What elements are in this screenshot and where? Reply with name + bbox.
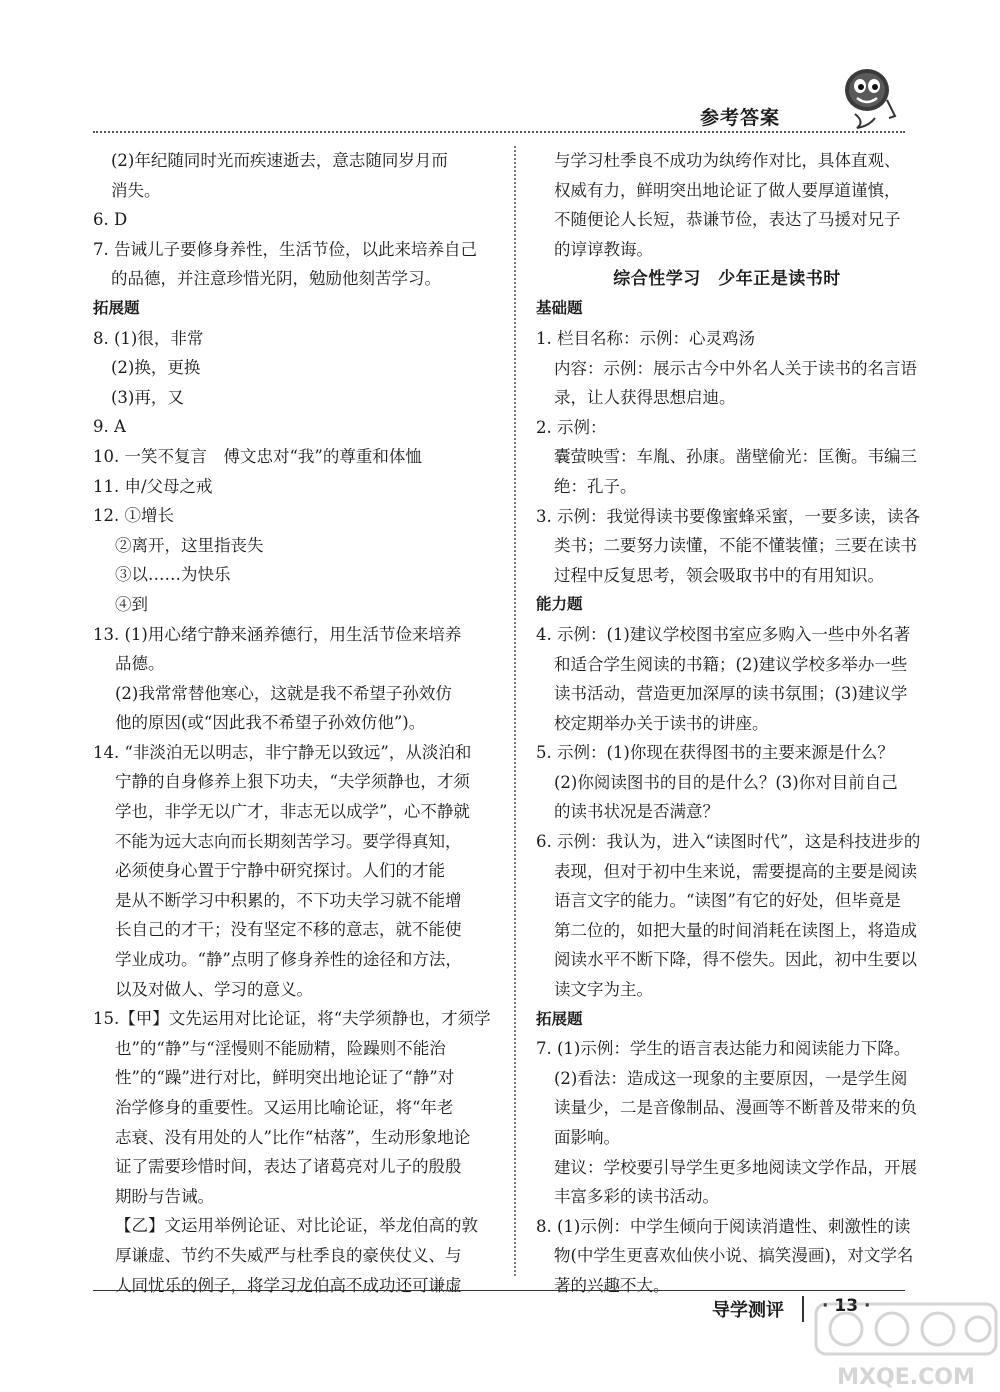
- footer-separator: [802, 1296, 804, 1322]
- answer-line: 2. 示例：: [536, 417, 607, 437]
- answer-line: 学也，非学无以广才，非志无以成学”，心不静就: [115, 802, 470, 822]
- answer-line: ③以……为快乐: [115, 565, 231, 585]
- answer-line: 【乙】文运用举例论证、对比论证，举龙伯高的敦: [115, 1216, 478, 1236]
- answer-line: 14. “非淡泊无以明志，非宁静无以致远”，从淡泊和: [93, 742, 472, 762]
- section-heading: 基础题: [536, 299, 583, 318]
- answer-line: (2)年纪随同时光而疾速逝去，意志随同岁月而: [111, 151, 448, 170]
- answer-line: 志衰、没有用处的人”比作“枯落”，生动形象地论: [115, 1127, 471, 1147]
- answer-line: 读文字为主。: [554, 980, 653, 1000]
- answer-line: 6. 示例：我认为，进入“读图时代”，这是科技进步的: [536, 832, 921, 852]
- answer-line: 厚谦虚、节约不失威严与杜季良的豪侠仗义、与: [115, 1245, 462, 1265]
- answer-line: 以及对做人、学习的意义。: [115, 979, 313, 999]
- answer-line: 治学修身的重要性。又运用比喻论证，将“年老: [115, 1098, 454, 1117]
- section-heading: 拓展题: [93, 298, 140, 317]
- answer-line: 12. ①增长: [93, 506, 174, 526]
- answer-line: 必须使身心置于宁静中研究探讨。人们的才能: [115, 861, 445, 881]
- answer-line: 类书；二要努力读懂，不能不懂装懂；三要在读书: [554, 536, 917, 556]
- left-column: [93, 146, 501, 1300]
- answer-line: 宁静的自身修养上狠下功夫，“夫学须静也，才须: [115, 772, 470, 792]
- answer-line: 第二位的，如把大量的时间消耗在读图上，将造成: [554, 920, 917, 940]
- header-title: 参考答案: [700, 107, 781, 129]
- right-column: [536, 146, 921, 1301]
- answer-line: 性”的“躁”进行对比，鲜明突出地论证了“静”对: [115, 1068, 455, 1088]
- answer-line: 期盼与告诫。: [115, 1186, 214, 1206]
- answer-line: 读量少，二是音像制品、漫画等不断普及带来的负: [554, 1098, 917, 1118]
- answer-line: 6. D: [93, 210, 128, 230]
- answer-line: 8. (1)很，非常: [93, 328, 204, 348]
- answer-line: 丰富多彩的读书活动。: [554, 1187, 719, 1207]
- section-title: 综合性学习 少年正是读书时: [613, 269, 841, 290]
- answer-line: 权威有力，鲜明突出地论证了做人要厚道谨慎，: [554, 180, 901, 200]
- footer-divider: [93, 1290, 905, 1291]
- answer-line: (2)你阅读图书的目的是什么？(3)你对目前自己: [554, 772, 898, 792]
- answer-line: 消失。: [111, 180, 161, 200]
- answer-line: 是从不断学习中积累的，不下功夫学习就不能增: [115, 890, 462, 910]
- column-divider: [514, 146, 516, 1276]
- answer-line: 的读书状况是否满意？: [554, 802, 719, 822]
- answer-line: (2)我常常替他寒心，这就是我不希望子孙效仿: [115, 683, 452, 703]
- answer-line: 和适合学生阅读的书籍；(2)建议学校多举办一些: [554, 654, 908, 674]
- answer-line: 9. A: [93, 417, 126, 437]
- answer-line: (2)看法：造成这一现象的主要原因，一是学生阅: [554, 1068, 908, 1088]
- answer-line: 11. 申/父母之戒: [93, 476, 213, 496]
- answer-line: 面影响。: [554, 1128, 620, 1147]
- answer-line: 表现，但对于初中生来说，需要提高的主要是阅读: [554, 861, 917, 881]
- answer-line: 语言文字的能力。“读图”有它的好处，但毕竟是: [554, 891, 901, 911]
- answer-line: 7. 告诫儿子要修身养性，生活节俭，以此来培养自己: [93, 239, 477, 259]
- answer-line: 5. 示例：(1)你现在获得图书的主要来源是什么？: [536, 743, 894, 763]
- answer-line: 7. (1)示例：学生的语言表达能力和阅读能力下降。: [536, 1039, 911, 1059]
- answer-line: 录，让人获得思想启迪。: [554, 388, 736, 408]
- answer-line: ②离开，这里指丧失: [115, 535, 264, 555]
- answer-line: 物(中学生更喜欢仙侠小说、搞笑漫画)，对文学名: [554, 1246, 914, 1266]
- answer-line: 内容：示例：展示古今中外名人关于读书的名言语: [554, 358, 917, 378]
- answer-line: (3)再，又: [111, 387, 184, 407]
- answer-line: 10. 一笑不复言 傅文忠对“我”的尊重和体恤: [93, 446, 422, 466]
- page-number: · 13 ·: [822, 1296, 871, 1316]
- answer-line: 囊萤映雪：车胤、孙康。凿壁偷光：匡衡。韦编三: [554, 447, 917, 467]
- answer-line: 证了需要珍惜时间，表达了诸葛亮对儿子的殷殷: [115, 1157, 462, 1177]
- answer-line: 阅读水平不断下降，得不偿失。因此，初中生要以: [554, 950, 917, 970]
- answer-line: 人同忧乐的例子，将学习龙伯高不成功还可谦虚: [115, 1275, 462, 1295]
- mascot-icon: [835, 60, 907, 132]
- section-heading: 能力题: [536, 595, 583, 614]
- answer-line: (2)换，更换: [111, 358, 201, 378]
- answer-line: 著的兴趣不大。: [554, 1275, 670, 1295]
- answer-line: 长自己的才干；没有坚定不移的意志，就不能使: [115, 920, 462, 940]
- answer-line: 读书活动，营造更加深厚的读书氛围；(3)建议学: [554, 684, 908, 704]
- answer-line: 不能为远大志向而长期刻苦学习。要学得真知，: [115, 831, 462, 851]
- watermark-text: MXQE.COM: [837, 1365, 975, 1390]
- answer-line: 他的原因(或“因此我不希望子孙效仿他”)。: [115, 713, 426, 733]
- answer-line: 校定期举办关于读书的讲座。: [554, 713, 769, 733]
- answer-line: 的品德，并注意珍惜光阴，勉励他刻苦学习。: [111, 269, 441, 289]
- answer-line: 与学习杜季良不成功为纨绔作对比，具体直观、: [554, 151, 901, 170]
- answer-line: 不随便论人长短，恭谦节俭，表达了马援对兄子: [554, 210, 901, 230]
- answer-line: 的谆谆教诲。: [554, 239, 653, 259]
- answer-line: 13. (1)用心绪宁静来涵养德行，用生活节俭来培养: [93, 624, 462, 644]
- answer-line: 品德。: [115, 654, 165, 674]
- answer-line: 4. 示例：(1)建议学校图书室应多购入一些中外名著: [536, 624, 911, 644]
- footer-brand: 导学测评: [712, 1300, 784, 1321]
- answer-line: 过程中反复思考，领会吸取书中的有用知识。: [554, 565, 884, 585]
- answer-line: 也”的“静”与“淫慢则不能励精，险躁则不能治: [115, 1038, 446, 1058]
- answer-line: 绝：孔子。: [554, 476, 637, 496]
- answer-line: 建议：学校要引导学生更多地阅读文学作品，开展: [554, 1157, 917, 1177]
- answer-line: 3. 示例：我觉得读书要像蜜蜂采蜜，一要多读，读各: [536, 506, 920, 526]
- answer-line: 1. 栏目名称：示例：心灵鸡汤: [536, 328, 755, 348]
- section-heading: 拓展题: [536, 1009, 583, 1028]
- answer-line: 学业成功。“静”点明了修身养性的途径和方法，: [115, 950, 462, 970]
- watermark-logo: [812, 1300, 1000, 1392]
- answer-line: 8. (1)示例：中学生倾向于阅读消遣性、刺激性的读: [536, 1216, 911, 1236]
- header-divider: [93, 131, 905, 133]
- answer-line: 15.【甲】文先运用对比论证，将“夫学须静也，才须学: [93, 1009, 491, 1029]
- answer-line: ④到: [115, 594, 148, 614]
